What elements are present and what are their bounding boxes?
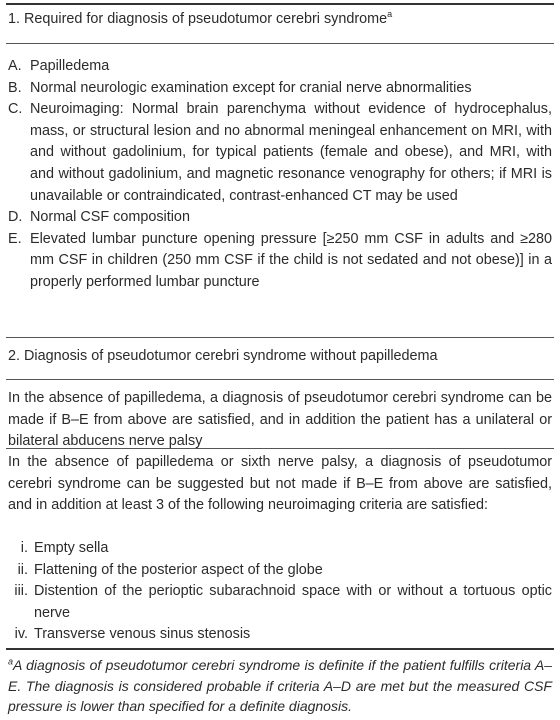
criterion-item: B. Normal neurologic examination except for cranial nerve abnormalities <box>8 79 472 96</box>
paragraph-divider <box>6 448 554 449</box>
footnote-marker: a <box>387 9 393 20</box>
footnote-mark: a <box>8 656 14 667</box>
section-2-title: 2. Diagnosis of pseudotumor cerebri syndrome without papilledema <box>8 348 438 364</box>
section-divider <box>6 337 554 338</box>
top-rule <box>6 3 554 5</box>
section-2-divider <box>6 379 554 380</box>
table-footnote: $^a$A diagnosis of pseudotumor cerebri syndrome is definite if the patient fulfills criteria A–E. The diagnosis is considered probable if criteria A–D are met but the measured CSF pressure is lower than specified for a definite diagnosis. <box>8 656 552 714</box>
criterion-item: A. Papilledema <box>8 58 110 74</box>
section-2-paragraph-2: In the absence of papilledema or sixth nerve palsy, a diagnosis of pseudotumor cerebri syndrome can be suggested but not made if B–E from above are satisfied, and in addition at least 3 of the following neuroimaging criteria are satisfied: <box>8 454 552 514</box>
neuroimaging-criterion: iv. Transverse venous sinus stenosis <box>14 626 251 643</box>
section-1-criteria-list <box>8 56 552 294</box>
neuroimaging-criteria-list <box>8 538 552 646</box>
criterion-item: E. Elevated lumbar puncture opening pressure [≥250 mm CSF in adults and ≥280 mm CSF in children (250 mm CSF if the child is not sedated and not obese)] in a properly performed lumbar puncture <box>8 230 552 290</box>
criterion-item: D. Normal CSF composition <box>8 209 190 226</box>
neuroimaging-criterion: i. Empty sella <box>20 540 109 556</box>
section-1-divider <box>6 43 554 44</box>
section-2-paragraph-1: In the absence of papilledema, a diagnosis of pseudotumor cerebri syndrome can be made if B–E from above are satisfied, and in addition the patient has a unilateral or bilateral abducens nerve palsy <box>8 390 552 450</box>
neuroimaging-criterion: ii. Flattening of the posterior aspect of the globe <box>17 561 323 578</box>
neuroimaging-criterion: iii. Distention of the perioptic subarachnoid space with or without a tortuous optic nerve <box>14 583 552 621</box>
bottom-rule <box>6 648 554 650</box>
criterion-item: C. Neuroimaging: Normal brain parenchyma without evidence of hydrocephalus, mass, or structural lesion and no abnormal meningeal enhancement on MRI, with and without gadolinium, for typical patients (female and obese), and MRI, with and without gadolinium, and magnetic resonance venography for others; if MRI is unavailable or contraindicated, contrast-enhanced CT may be used <box>8 101 552 204</box>
section-1-title: 1. Required for diagnosis of pseudotumor cerebri syndrome$^a$ <box>8 9 393 27</box>
